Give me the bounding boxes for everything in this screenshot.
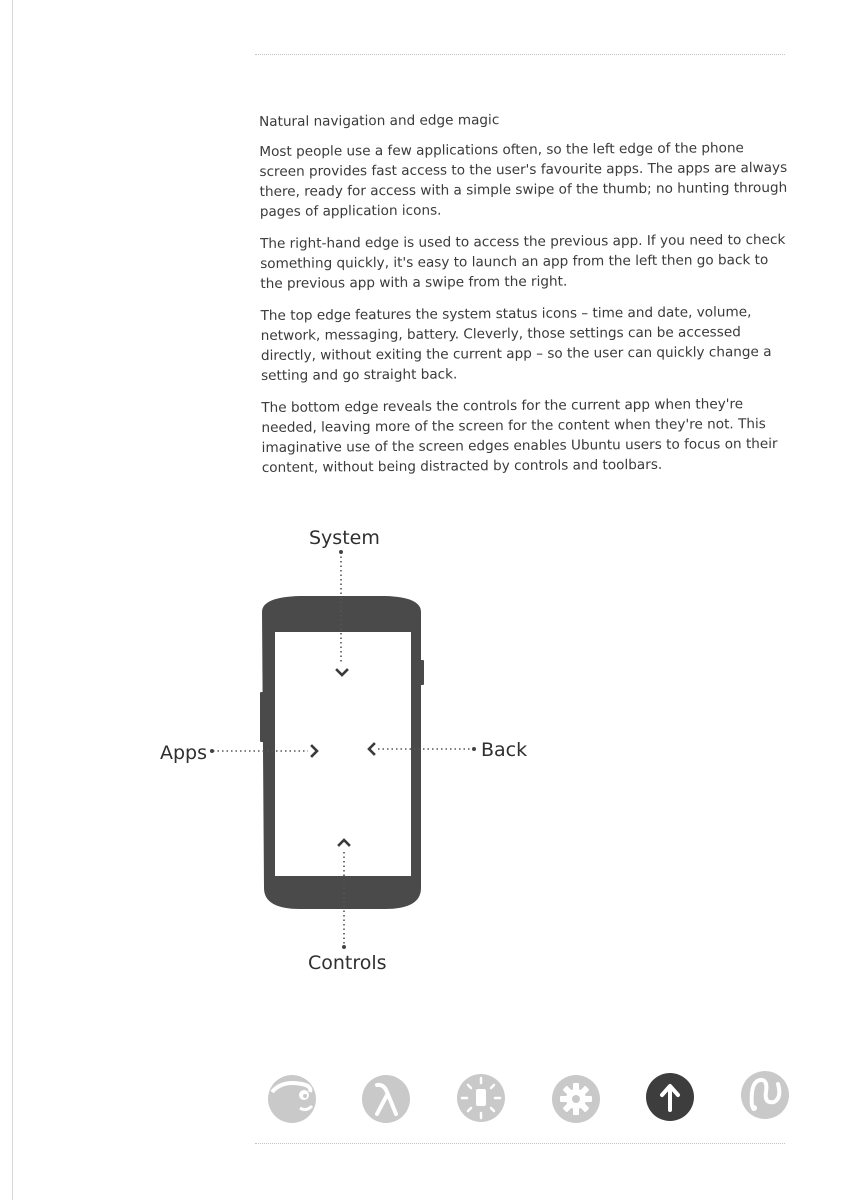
bottom-divider	[255, 1143, 785, 1144]
lambda-icon	[362, 1075, 410, 1123]
paragraph-top-edge: The top edge features the system status icons – time and date, volume, network, messaging, battery. Cleverly, those settings can be accessed directly, without exiting the current app – so the user can quickly change a setting and go straight back.	[260, 304, 772, 384]
section-heading: Natural navigation and edge magic	[259, 112, 500, 130]
person-loop-icon	[741, 1071, 789, 1119]
apps-label: Apps	[160, 742, 208, 764]
back-label: Back	[481, 739, 528, 761]
paragraph-bottom-edge: The bottom edge reveals the controls for the current app when they're needed, leaving more of the screen for the content when they're not. This imaginative use of the screen edges enables Ubuntu users to focus on their content, without being distracted by controls and toolbars.	[261, 396, 778, 476]
phone-burst-icon	[457, 1074, 505, 1122]
paragraph-left-edge: Most people use a few applications often, so the left edge of the phone screen provides fast access to the user's favourite apps. The apps are always there, ready for access with a simple swipe of the thumb; no hunting through pages of application icons.	[259, 140, 788, 220]
controls-label: Controls	[308, 952, 387, 974]
gear-icon	[552, 1075, 600, 1123]
paragraph-right-edge: The right-hand edge is used to access the previous app. If you need to check something quickly, it's easy to launch an app from the left then go back to the previous app with a swipe from the right.	[259, 231, 786, 292]
cartoon-face-icon	[268, 1075, 316, 1123]
system-label: System	[309, 527, 380, 549]
up-arrow-icon	[646, 1073, 694, 1121]
